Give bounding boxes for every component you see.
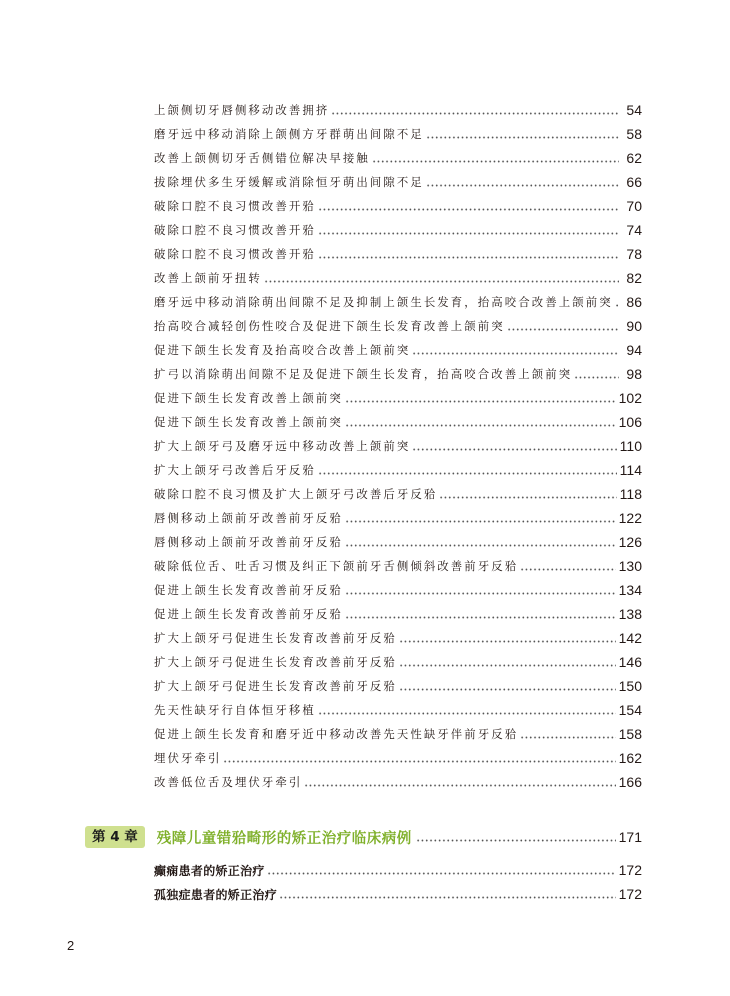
dot-leader	[345, 387, 616, 409]
toc-entry[interactable]	[154, 699, 642, 721]
toc-entry[interactable]	[154, 267, 642, 289]
dot-leader	[520, 723, 615, 745]
toc-entry-page: 106	[618, 414, 642, 430]
dot-leader	[399, 675, 616, 697]
toc-entry[interactable]	[154, 243, 642, 265]
toc-entry[interactable]	[154, 171, 642, 193]
dot-leader	[279, 883, 616, 905]
dot-leader	[304, 771, 615, 793]
toc-entry-title: 先天性缺牙行自体恒牙移植	[154, 703, 316, 717]
dot-leader	[574, 363, 619, 385]
toc-entry-page: 154	[618, 702, 642, 718]
toc-entry[interactable]	[154, 123, 642, 145]
toc-entry-page: 126	[618, 534, 642, 550]
toc-entry[interactable]	[154, 747, 642, 769]
toc-subentry-title: 癫痫患者的矫正治疗	[154, 863, 265, 878]
toc-entry-title: 拔除埋伏多生牙缓解或消除恒牙萌出间隙不足	[154, 175, 424, 189]
toc-entry-title: 扩大上颌牙弓促进生长发育改善前牙反𬌗	[154, 679, 397, 693]
toc-entry-page: 82	[626, 270, 642, 286]
toc-entry-title: 破除口腔不良习惯改善开𬌗	[154, 199, 316, 213]
toc-entry-title: 抬高咬合减轻创伤性咬合及促进下颌生长发育改善上颌前突	[154, 319, 505, 333]
dot-leader	[439, 483, 616, 505]
toc-entry[interactable]	[154, 675, 642, 697]
dot-leader	[318, 219, 619, 241]
toc-entry-page: 142	[618, 630, 642, 646]
toc-entry-title: 破除口腔不良习惯及扩大上颌牙弓改善后牙反𬌗	[154, 487, 438, 501]
toc-entry-title: 唇侧移动上颌前牙改善前牙反𬌗	[154, 511, 343, 525]
dot-leader	[318, 459, 617, 481]
toc-entry-title: 扩大上颌牙弓改善后牙反𬌗	[154, 463, 316, 477]
toc-entry-page: 78	[626, 246, 642, 262]
dot-leader	[345, 579, 616, 601]
dot-leader	[426, 123, 619, 145]
toc-entry-page: 90	[626, 318, 642, 334]
page-number: 2	[67, 938, 75, 953]
toc-entry[interactable]	[154, 603, 642, 625]
toc-entry-page: 118	[619, 486, 642, 502]
dot-leader	[412, 339, 619, 361]
toc-entry[interactable]	[154, 435, 642, 457]
dot-leader	[520, 555, 615, 577]
toc-entry[interactable]	[154, 363, 642, 385]
toc-subentry[interactable]	[154, 859, 642, 881]
toc-entry-page: 58	[626, 126, 642, 142]
toc-entry-page: 98	[626, 366, 642, 382]
toc-entry-title: 磨牙远中移动消除上颌侧方牙群萌出间隙不足	[154, 127, 424, 141]
dot-leader	[399, 627, 616, 649]
toc-entry-title: 促进下颌生长发育改善上颌前突	[154, 391, 343, 405]
toc-entry[interactable]	[154, 411, 642, 433]
toc-entry[interactable]	[154, 219, 642, 241]
toc-subentry-title: 孤独症患者的矫正治疗	[154, 887, 278, 902]
toc-entry-page: 166	[618, 774, 642, 790]
toc-entry[interactable]	[154, 483, 642, 505]
toc-entry-page: 102	[618, 390, 642, 406]
toc-entry-title: 促进上颌生长发育改善前牙反𬌗	[154, 583, 343, 597]
toc-entry-page: 150	[618, 678, 642, 694]
toc-entry-title: 唇侧移动上颌前牙改善前牙反𬌗	[154, 535, 343, 549]
toc-entry-page: 74	[626, 222, 642, 238]
toc-entry[interactable]	[154, 315, 642, 337]
dot-leader	[318, 195, 619, 217]
toc-entry[interactable]	[154, 507, 642, 529]
toc-entry-title: 破除口腔不良习惯改善开𬌗	[154, 223, 316, 237]
dot-leader	[426, 171, 619, 193]
dot-leader	[264, 267, 619, 289]
toc-entry-title: 磨牙远中移动消除萌出间隙不足及抑制上颌生长发育，抬高咬合改善上颌前突	[154, 295, 613, 309]
dot-leader	[507, 315, 619, 337]
dot-leader	[331, 99, 619, 121]
toc-entry-page: 146	[618, 654, 642, 670]
chapter-badge: 第 4 章	[85, 826, 145, 848]
dot-leader	[615, 291, 619, 313]
dot-leader	[267, 859, 616, 881]
toc-entry-title: 破除低位舌、吐舌习惯及纠正下颌前牙舌侧倾斜改善前牙反𬌗	[154, 559, 519, 573]
toc-entry[interactable]	[154, 531, 642, 553]
toc-entry-title: 埋伏牙牵引	[154, 751, 222, 765]
toc-entry[interactable]	[154, 339, 642, 361]
toc-entry-title: 促进下颌生长发育及抬高咬合改善上颌前突	[154, 343, 411, 357]
toc-entry[interactable]	[154, 651, 642, 673]
toc-entry-page: 134	[618, 582, 642, 598]
toc-entry[interactable]	[154, 555, 642, 577]
toc-entry-page: 122	[618, 510, 642, 526]
toc-entry[interactable]	[154, 771, 642, 793]
dot-leader	[345, 507, 616, 529]
toc-entry-page: 94	[626, 342, 642, 358]
dot-leader	[345, 531, 616, 553]
toc-entry-page: 54	[626, 102, 642, 118]
toc-entry-title: 扩大上颌牙弓促进生长发育改善前牙反𬌗	[154, 631, 397, 645]
toc-entry-page: 70	[626, 198, 642, 214]
toc-entry-title: 改善上颌侧切牙舌侧错位解决早接触	[154, 151, 370, 165]
toc-entry-title: 破除口腔不良习惯改善开𬌗	[154, 247, 316, 261]
toc-entry[interactable]	[154, 627, 642, 649]
toc-entry-page: 138	[618, 606, 642, 622]
dot-leader	[412, 435, 616, 457]
toc-entry-title: 改善低位舌及埋伏牙牵引	[154, 775, 303, 789]
toc-entry-title: 促进上颌生长发育和磨牙近中移动改善先天性缺牙伴前牙反𬌗	[154, 727, 519, 741]
toc-entry-page: 130	[618, 558, 642, 574]
toc-entry-page: 62	[626, 150, 642, 166]
toc-entry-page: 162	[618, 750, 642, 766]
toc-entry-title: 上颌侧切牙唇侧移动改善拥挤	[154, 103, 330, 117]
dot-leader	[318, 243, 619, 265]
toc-entry-title: 扩弓以消除萌出间隙不足及促进下颌生长发育，抬高咬合改善上颌前突	[154, 367, 573, 381]
toc-subentry[interactable]	[154, 883, 642, 905]
toc-entry-title: 促进下颌生长发育改善上颌前突	[154, 415, 343, 429]
toc-entry-title: 扩大上颌牙弓及磨牙远中移动改善上颌前突	[154, 439, 411, 453]
toc-entry-title: 扩大上颌牙弓促进生长发育改善前牙反𬌗	[154, 655, 397, 669]
toc-entry-page: 110	[619, 438, 642, 454]
toc-entry[interactable]	[154, 387, 642, 409]
toc-subentry-page: 172	[618, 886, 642, 902]
toc-entry-page: 86	[626, 294, 642, 310]
toc-entry[interactable]	[154, 579, 642, 601]
chapter-title: 残障儿童错𬌗畸形的矫正治疗临床病例	[156, 830, 412, 847]
toc-entry-page: 114	[619, 462, 642, 478]
toc-entry[interactable]	[154, 723, 642, 745]
chapter-page: 171	[618, 829, 642, 845]
dot-leader	[223, 747, 615, 769]
dot-leader	[345, 603, 616, 625]
dot-leader	[416, 826, 616, 848]
toc-entry-page: 66	[626, 174, 642, 190]
toc-entry-title: 促进上颌生长发育改善前牙反𬌗	[154, 607, 343, 621]
toc-subentry-page: 172	[618, 862, 642, 878]
toc-entry[interactable]	[154, 99, 642, 121]
dot-leader	[372, 147, 619, 169]
toc-entry[interactable]	[154, 195, 642, 217]
dot-leader	[399, 651, 616, 673]
toc-entry[interactable]	[154, 459, 642, 481]
toc-entry[interactable]	[154, 147, 642, 169]
dot-leader	[318, 699, 616, 721]
chapter-4-heading[interactable]	[85, 826, 642, 848]
toc-entry[interactable]	[154, 291, 642, 313]
toc-entry-page: 158	[618, 726, 642, 742]
dot-leader	[345, 411, 616, 433]
toc-entry-title: 改善上颌前牙扭转	[154, 271, 262, 285]
